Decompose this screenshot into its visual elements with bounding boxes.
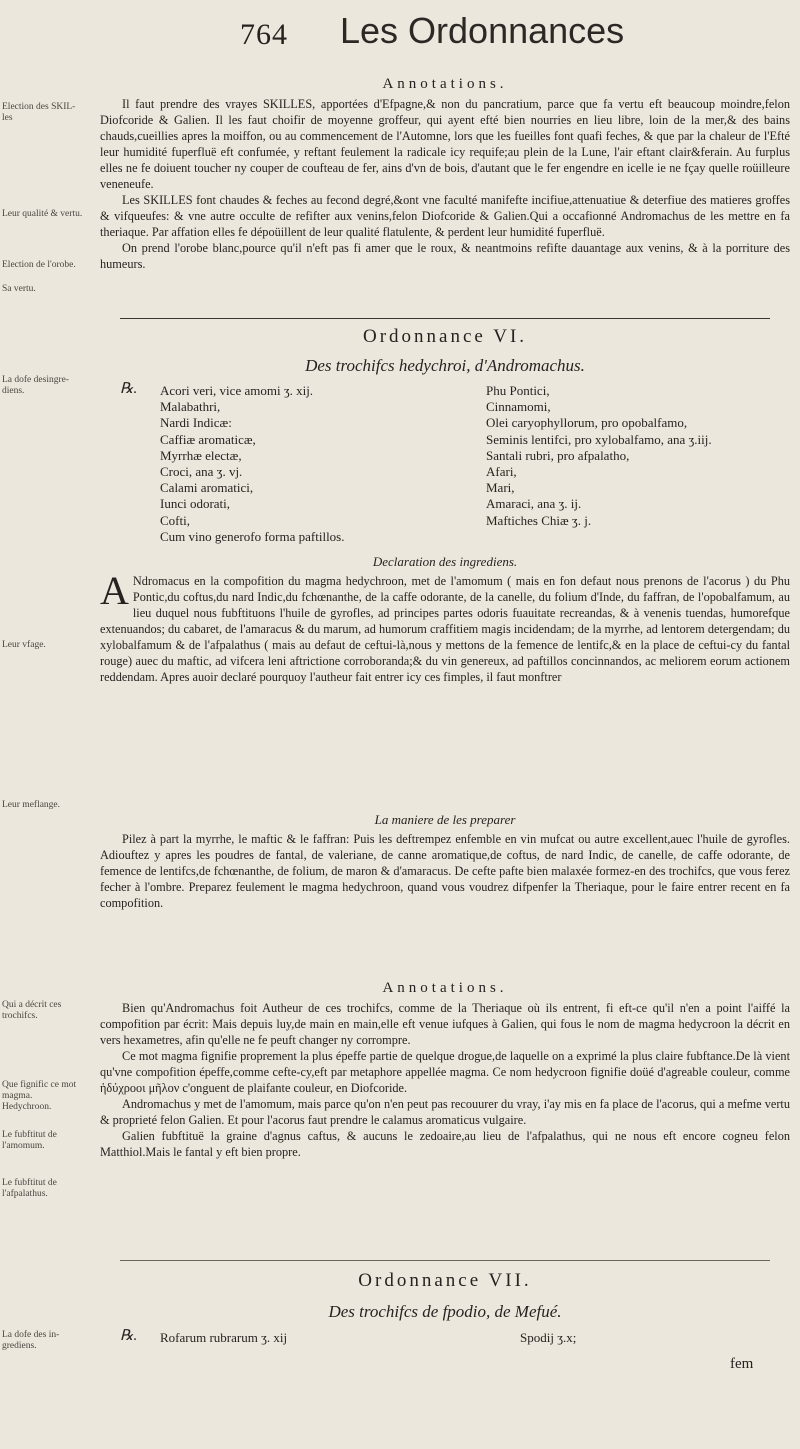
ingredients-left xyxy=(160,1330,287,1346)
ingredient: Rofarum rubrarum ʒ. xij xyxy=(160,1330,288,1345)
margin-note: Sa vertu. xyxy=(2,284,36,294)
ingredients-right xyxy=(520,1330,576,1346)
paragraph: Les SKILLES font chaudes & feches au fecond degré,&ont vne faculté manifefte incifiue,attenuatiue & deterfiue des matieres groffes & vifqueufes: & vne autre occulte de refifter aux venins,felon Diofcoride & Galien.Qui a occafionné Andromachus de les mettre en fa theriaque. Par affation elles fe dépoüillent de leur qualité flatulente, & perdent leur humidité fuperfluë. xyxy=(100,193,790,239)
page-header xyxy=(240,8,690,62)
divider xyxy=(120,318,770,319)
paragraph: Andromachus y met de l'amomum, mais parce qu'on n'en peut pas recouurer du vray, i'ay mis en fa place de l'acorus, qui a mefme vertu & proprieté felon Galien. Et pour l'acorus faut prendre le calamus aromaticus vulgaire. xyxy=(100,1097,790,1127)
ingredient: Mari, xyxy=(486,480,515,496)
drop-cap: A xyxy=(100,568,129,613)
paragraph xyxy=(100,568,790,685)
subsection-title: La maniere de les preparer xyxy=(374,812,516,827)
ingredient: Cinnamomi, xyxy=(486,399,551,415)
recipe-title: Des trochifcs hedychroi, d'Andromachus. xyxy=(305,356,585,375)
margin-note: La dofe des in-grediens. xyxy=(2,1330,60,1351)
ingredient: Acori veri, vice amomi ʒ. xij. xyxy=(160,383,314,398)
ingredients-right xyxy=(486,383,712,529)
section-heading: Annotations. xyxy=(382,980,508,996)
paragraph: Ce mot magma fignifie proprement la plus épeffe partie de quelque drogue,de laquelle on a exprimé la plus claire fubftance.De là vient qu'vne compofition épeffe,comme cefte-cy,eft par metaphore appellée magma. Ce nom hedycroon fignifie doüé d'agreable couleur, comme ἡδύχροοι μῆλον c'onguent de plaifante couleur, en Diofcoride. xyxy=(100,1049,790,1095)
ingredient-closing: Cum vino generofo forma paftillos. xyxy=(160,528,345,544)
ingredient: Malabathri, xyxy=(160,399,221,415)
margin-note: Leur vfage. xyxy=(2,640,46,650)
section-heading: Ordonnance VII. xyxy=(358,1270,532,1291)
margin-note: Election de l'orobe. xyxy=(2,260,76,270)
margin-notes xyxy=(0,0,86,1449)
margin-note: Qui a décrit ces trochifcs. xyxy=(2,1000,62,1021)
page-number: 764 xyxy=(240,18,288,51)
ingredient: Maftiches Chiæ ʒ. j. xyxy=(486,512,592,528)
annotations-text xyxy=(100,1000,790,1160)
ingredient: Amaraci, ana ʒ. ij. xyxy=(486,496,582,512)
ingredient: Iunci odorati, xyxy=(160,496,231,512)
ingredient: Santali rubri, pro afpalatho, xyxy=(486,447,630,463)
paragraph: Il faut prendre des vrayes SKILLES, apportées d'Efpagne,& non du pancratium, parce que fa vertu eft beaucoup moindre,felon Diofcoride & Galien. Il les faut choifir de moyenne groffeur, qui ayent efté bien nourries en lieu libre, loin de la mer,& des bains chauds,cueillies apres la moiffon, ou au commencement de l'Automne, lors que les fueilles font quafi feches, & que par la chaleur de l'Efté leur humidité fuperfluë eft confumée, y reftant feulement la radicale icy requife;au plein de la Lune, l'air eftant clair&ferain. Au furplus elles ne fe doiuent toucher ny couper de coufteau de fer, ains d'vn de bois, d'autant que le fer engendre en icelle ie ne fçay quelle roüilleure veneneufe. xyxy=(100,97,790,191)
divider xyxy=(120,1260,770,1261)
ingredient: Seminis lentifci, pro xylobalfamo, ana ʒ.iij. xyxy=(486,431,712,447)
ingredient: Calami aromatici, xyxy=(160,480,254,496)
section-heading: Annotations. xyxy=(382,76,508,92)
margin-note: Que fignific ce mot magma. Hedychroon. xyxy=(2,1080,77,1112)
ingredient: Croci, ana ʒ. vj. xyxy=(160,464,243,480)
ingredient: Afari, xyxy=(486,464,517,480)
margin-note: Le fubftitut de l'afpalathus. xyxy=(2,1178,57,1199)
paragraph: Bien qu'Andromachus foit Autheur de ces trochifcs, comme de la Theriaque où ils entrent, fi eft-ce qu'il n'en a point l'aiffé la compofition par écrit: Mais depuis luy,de main en main,elle eft venue iufques à Galien, qui fous le nom de magma hedycroon la décrit en vers hexametres, afin qu'elle ne fe peuft changer ny corrompre. xyxy=(100,1001,790,1047)
margin-note: La dofe desingre-diens. xyxy=(2,375,69,396)
recipe-symbol-icon: ℞. xyxy=(120,1328,138,1344)
margin-note: Leur qualité & vertu. xyxy=(2,209,83,219)
ingredients-left xyxy=(160,383,345,545)
declaration-text xyxy=(100,568,790,685)
declaration-body: Ndromacus en la compofition du magma hedychroon, met de l'amomum ( mais en fon defaut nous prenons de l'acorus ) du Phu Pontic,du coftus,du nard Indic,du fchœnanthe, de la caffe odorante, de la canelle, du folium d'Inde, du faffran, de l'opobalfamum, au lieu duquel nous fubftituons l'huile de gyrofles, ad principes partes odoris fuauitate recreandas, & à venenis tuendas, humorefque extenuandos; du cabaret, de l'amaracus & du marum, ad humorum craffitiem magis incidendam; de la myrrhe, ad lentorem detergendam; du xylobalfamum & de l'afpalathus ( mais au defaut de ceftui-là,nous y mettons de la femence de lentifc,& en la place de ceftui-cy du fantal rouge) auec du maftic, ad vifcera leni aftrictione corroboranda;& du vin genereux, ad paftillos concinnandos, ac meliorem eorum actionem reddendam. Apres auoir declaré pourquoy l'autheur fait entrer icy ces fimples, il faut monftrer xyxy=(100,574,790,684)
ingredient: Olei caryophyllorum, pro opobalfamo, xyxy=(486,415,688,431)
ingredient: Cofti, xyxy=(160,512,190,528)
margin-note: Election des SKIL-les xyxy=(2,102,76,123)
margin-note: Le fubftitut de l'amomum. xyxy=(2,1130,57,1151)
ingredient: Nardi Indicæ: xyxy=(160,415,232,431)
paragraph: Galien fubftituë la graine d'agnus caftus, & aucuns le zedoaire,au lieu de l'afpalathus, qui ne nous eft encore cogneu felon Matthiol.Mais le fantal y eft bien propre. xyxy=(100,1129,790,1159)
subsection-title: Declaration des ingrediens. xyxy=(372,554,518,569)
ingredient: Myrrhæ electæ, xyxy=(160,447,242,463)
margin-note: Leur meflange. xyxy=(2,800,61,810)
running-title: Les Ordonnances xyxy=(340,10,625,51)
catchword: fem xyxy=(730,1356,754,1372)
paragraph: Pilez à part la myrrhe, le maftic & le faffran: Puis les deftrempez enfemble en vin mufcat ou autre excellent,auec l'huile de gyrofles. Adiouftez y apres les poudres de fantal, de valeriane, de canne aromatique,de coftus, de nard Indic, de canelle, de caffe odorante, de femence de lentifcs,de fchœnanthe, de folium, de maron & d'amaracus. De cefte pafte bien malaxée formez-en des trochifcs, que vous ferez fecher à l'ombre. Preparez feulement le magma hedychroon, quand vous voudrez difpenfer la Theriaque, pour le faire entrer recent en fa compofition. xyxy=(100,832,790,910)
recipe-title: Des trochifcs de fpodio, de Mefué. xyxy=(328,1302,562,1321)
annotations-text xyxy=(100,96,790,272)
ingredient: Caffiæ aromaticæ, xyxy=(160,431,256,447)
preparation-text xyxy=(100,831,790,911)
section-heading: Ordonnance VI. xyxy=(362,326,528,347)
ingredient: Phu Pontici, xyxy=(486,383,550,398)
ingredient: Spodij ʒ.x; xyxy=(520,1330,577,1345)
paragraph: On prend l'orobe blanc,pource qu'il n'eft pas fi amer que le roux, & neantmoins refifte dauantage aux venins, & à la porriture des humeurs. xyxy=(100,241,790,271)
recipe-symbol-icon: ℞. xyxy=(120,381,138,397)
